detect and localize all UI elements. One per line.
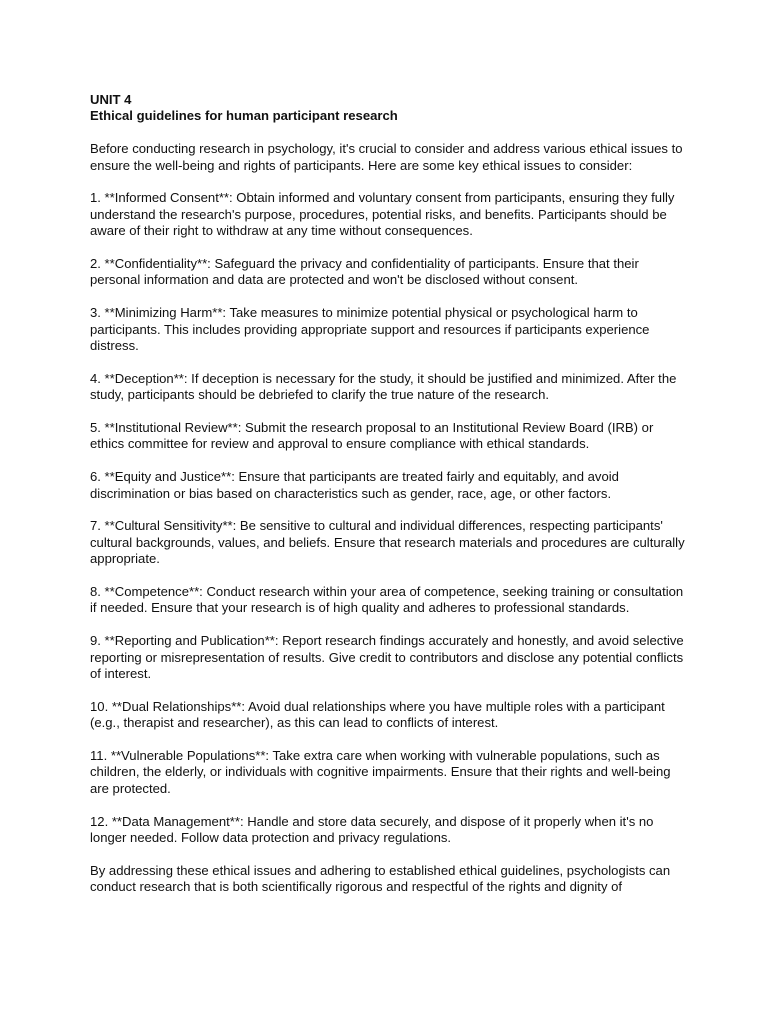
conclusion-paragraph: By addressing these ethical issues and adhering to established ethical guidelines, psychologists can conduct research that is both scientifically rigorous and respectful of the rights and dignity of (90, 862, 671, 895)
list-item-data-management: 12. **Data Management**: Handle and store data securely, and dispose of it properly when it's no longer needed. Follow data protection and privacy regulations. (90, 813, 654, 846)
list-item-equity-justice: 6. **Equity and Justice**: Ensure that participants are treated fairly and equitably, and avoid discrimination or bias based on characteristics such as gender, race, age, or other factors. (90, 469, 619, 501)
list-item-minimizing-harm: 3. **Minimizing Harm**: Take measures to minimize potential physical or psychological harm to participants. This includes providing appropriate support and resources if participants experience distress. (90, 305, 650, 354)
list-item-dual-relationships: 10. **Dual Relationships**: Avoid dual relationships where you have multiple roles with a participant (e.g., therapist and researcher), as this can lead to conflicts of interest. (90, 698, 665, 731)
list-item-vulnerable-populations: 11. **Vulnerable Populations**: Take extra care when working with vulnerable populations, such as children, the elderly, or individuals with cognitive impairments. Ensure that their rights and well-being are protected. (90, 748, 671, 796)
intro-paragraph: Before conducting research in psychology, it's crucial to consider and address various ethical issues to ensure the well-being and rights of participants. Here are some key ethical issues to consider: (90, 141, 683, 173)
unit-heading: UNIT 4 (90, 92, 132, 107)
list-item-institutional-review: 5. **Institutional Review**: Submit the research proposal to an Institutional Review Board (IRB) or ethics committee for review and approval to ensure compliance with ethical standards. (90, 420, 654, 452)
list-item-deception: 4. **Deception**: If deception is necessary for the study, it should be justified and minimized. After the study, participants should be debriefed to clarify the true nature of the research. (90, 370, 677, 403)
list-item-confidentiality: 2. **Confidentiality**: Safeguard the privacy and confidentiality of participants. Ensure that their personal information and data are protected and won't be disclosed without consent. (90, 256, 639, 288)
list-item-competence: 8. **Competence**: Conduct research within your area of competence, seeking training or consultation if needed. Ensure that your research is of high quality and adheres to professional standards. (90, 584, 684, 616)
list-item-reporting-publication: 9. **Reporting and Publication**: Report research findings accurately and honestly, and avoid selective reporting or misrepresentation of results. Give credit to contributors and disclose any potential conflicts of interest. (90, 633, 684, 682)
list-item-cultural-sensitivity: 7. **Cultural Sensitivity**: Be sensitive to cultural and individual differences, respecting participants' cultural backgrounds, values, and beliefs. Ensure that research materials and procedures are culturally appropriate. (90, 518, 685, 567)
document-title: Ethical guidelines for human participant research (90, 108, 398, 124)
spacer (90, 125, 690, 141)
list-item-informed-consent: 1. **Informed Consent**: Obtain informed and voluntary consent from participants, ensuring they fully understand the research's purpose, procedures, potential risks, and benefits. Participants should be aware of their right to withdraw at any time without consequences. (90, 190, 675, 239)
document-page (90, 92, 690, 912)
